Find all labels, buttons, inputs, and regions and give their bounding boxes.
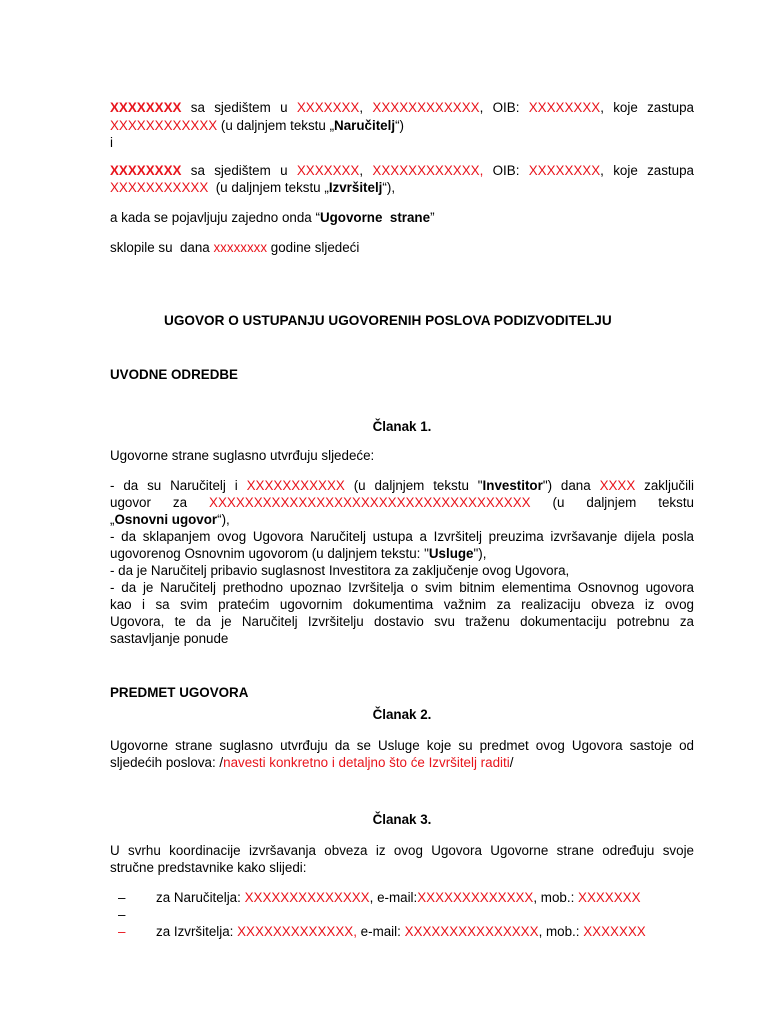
contractor-rep-name: XXXXXXXXXXXXX, xyxy=(237,924,357,939)
party1-city: XXXXXXX xyxy=(296,100,360,115)
article-1-line7: - da je Naručitelj prethodno upoznao Izvršitelja o svim bitnim elementima Osnovnog ugovora xyxy=(110,580,694,595)
text: , xyxy=(359,163,373,178)
text: , OIB: xyxy=(479,100,529,115)
investor-term: Investitor xyxy=(482,478,543,493)
bullet-dash: – xyxy=(118,924,126,939)
article-1-line1 xyxy=(110,477,694,494)
contracting-parties-term: Ugovorne strane xyxy=(319,210,431,225)
together-line xyxy=(110,209,694,226)
text: , koje zastupa xyxy=(600,100,694,115)
text: za Naručitelja: xyxy=(156,890,245,905)
party2-city: XXXXXXX xyxy=(296,163,360,178)
client-rep-mobile: XXXXXXX xyxy=(578,890,641,905)
text: OIB: xyxy=(483,163,529,178)
text: „ xyxy=(110,512,115,527)
party2-address: XXXXXXXXXXXX, xyxy=(372,163,484,178)
party1-alias: Naručitelj xyxy=(334,118,396,133)
text: e-mail: xyxy=(356,924,405,939)
text: “) xyxy=(395,118,404,133)
text: (u daljnjem tekstu „ xyxy=(217,118,335,133)
text: sa sjedištem u xyxy=(181,163,297,178)
representative-client xyxy=(156,889,641,906)
text: ” xyxy=(430,210,435,225)
article-3-line2: stručne predstavnike kako slijedi: xyxy=(110,860,307,875)
article-1-line2 xyxy=(110,494,694,511)
article-1-line6: - da je Naručitelj pribavio suglasnost Investitora za zaključenje ovog Ugovora, xyxy=(110,563,570,578)
article-2-line2 xyxy=(110,754,694,771)
article-2-heading: Članak 2. xyxy=(372,707,432,722)
section-heading-subject: PREDMET UGOVORA xyxy=(110,685,249,700)
party2-oib: XXXXXXXX xyxy=(528,163,601,178)
party1-oib: XXXXXXXX xyxy=(528,100,601,115)
section-heading-intro: UVODNE ODREDBE xyxy=(110,367,238,382)
party2-name: XXXXXXXX xyxy=(110,163,182,178)
text: sljedećih poslova: / xyxy=(110,755,224,770)
article-1-line9: Ugovora, te da je Naručitelj Izvršitelju dostavio svu traženu dokumentaciju potrebnu za xyxy=(110,614,694,629)
text: ") dana xyxy=(542,478,600,493)
party2-alias: Izvršitelj xyxy=(328,180,383,195)
text: (u daljnjem tekstu " xyxy=(344,478,483,493)
article-1-intro: Ugovorne strane suglasno utvrđuju sljedeće: xyxy=(110,448,375,463)
contract-title: UGOVOR O USTUPANJU UGOVORENIH POSLOVA PODIZVODITELJU xyxy=(164,313,612,328)
bullet-dash: – xyxy=(118,907,126,922)
text: , mob.: xyxy=(533,890,579,905)
party1-line1 xyxy=(110,99,694,116)
client-rep-name: XXXXXXXXXXXXXX xyxy=(244,890,370,905)
text: godine sljedeći xyxy=(267,240,360,255)
text: za Izvršitelja: xyxy=(156,924,238,939)
text: (u daljnjem tekstu xyxy=(530,495,694,510)
text: , xyxy=(359,100,373,115)
text: , koje zastupa xyxy=(600,163,694,178)
text: “), xyxy=(217,512,230,527)
article-2-line1: Ugovorne strane suglasno utvrđuju da se Usluge koje su predmet ovog Ugovora sastoje od xyxy=(110,738,694,753)
party2-representative: XXXXXXXXXXX xyxy=(110,180,209,195)
party2-line2 xyxy=(110,179,694,196)
text: - da su Naručitelj i xyxy=(110,478,247,493)
investor-name: XXXXXXXXXXX xyxy=(246,478,345,493)
article-1-line4: - da sklapanjem ovog Ugovora Naručitelj ustupa a Izvršitelj preuzima izvršavanje dijela posla xyxy=(110,529,694,544)
party1-address: XXXXXXXXXXXX xyxy=(372,100,480,115)
text: zaključili xyxy=(635,478,695,493)
text: ugovorenog Osnovnim ugovorom (u daljnjem tekstu: " xyxy=(110,546,429,561)
text: sa sjedištem u xyxy=(181,100,297,115)
text: , e-mail: xyxy=(369,890,418,905)
signing-date: xxxxxxxx xyxy=(213,240,268,255)
party1-line2 xyxy=(110,117,694,134)
article-1-line3 xyxy=(110,511,694,528)
signed-line xyxy=(110,239,694,256)
separator-i: i xyxy=(110,135,113,150)
article-1-line8: kao i sa svim pratećim ugovornim dokumentima važnim za realizaciju obveza iz ovog xyxy=(110,597,694,612)
text: a kada se pojavljuju zajedno onda “ xyxy=(110,210,320,225)
article-1-line10: sastavljanje ponude xyxy=(110,631,229,646)
text: / xyxy=(509,755,514,770)
representative-contractor xyxy=(156,923,646,940)
client-rep-email: XXXXXXXXXXXXX xyxy=(417,890,534,905)
main-contract-term: Osnovni ugovor xyxy=(114,512,218,527)
text: "), xyxy=(473,546,487,561)
contractor-rep-mobile: XXXXXXX xyxy=(583,924,646,939)
text: (u daljnjem tekstu „ xyxy=(208,180,329,195)
text: sklopile su dana xyxy=(110,240,214,255)
party2-line1 xyxy=(110,162,694,179)
text: “), xyxy=(382,180,396,195)
party1-name: XXXXXXXX xyxy=(110,100,182,115)
main-contract-subject: XXXXXXXXXXXXXXXXXXXXXXXXXXXXXXXXXXXX xyxy=(209,495,531,510)
text: , mob.: xyxy=(538,924,584,939)
text: ugovor za xyxy=(110,495,210,510)
main-contract-date: XXXX xyxy=(599,478,636,493)
party1-representative: XXXXXXXXXXXX xyxy=(110,118,218,133)
bullet-dash: – xyxy=(118,890,126,905)
services-placeholder: navesti konkretno i detaljno što će Izvršitelj raditi xyxy=(223,755,510,770)
services-term: Usluge xyxy=(428,546,474,561)
contractor-rep-email: XXXXXXXXXXXXXXX xyxy=(404,924,539,939)
article-1-heading: Članak 1. xyxy=(372,419,432,434)
article-1-line5 xyxy=(110,545,694,562)
article-3-line1: U svrhu koordinacije izvršavanja obveza iz ovog Ugovora Ugovorne strane određuju svoje xyxy=(110,843,694,858)
article-3-heading: Članak 3. xyxy=(372,812,432,827)
